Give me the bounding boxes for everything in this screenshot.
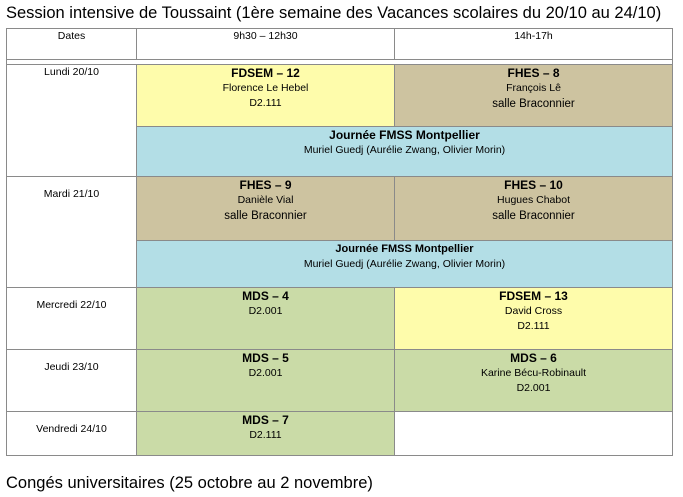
page-heading: Session intensive de Toussaint (1ère semaine des Vacances scolaires du 20/10 au 24/10) [6,4,662,22]
slot-tuesday-am [137,177,395,241]
course-title: FDSEM – 13 [499,288,568,303]
course-room: salle Braconnier [224,210,307,223]
course-teacher: Danièle Vial [237,194,294,207]
slot-wednesday-am [137,287,395,349]
course-teacher: Muriel Guedj (Aurélie Zwang, Olivier Morin) [303,144,506,157]
course-title: Journée FMSS Montpellier [329,128,480,143]
header-row [7,29,673,60]
course-room: salle Braconnier [492,98,575,111]
header-dates: Dates [7,29,137,60]
course-room: D2.001 [248,366,283,379]
wednesday-row [7,287,673,349]
slot-thursday-am [137,349,395,411]
course-teacher: Karine Bécu-Robinault [480,366,587,379]
course-title: FHES – 9 [239,178,292,193]
course-title: FDSEM – 12 [231,66,300,81]
slot-tuesday-fullday [137,241,673,287]
thursday-row [7,349,673,411]
slot-thursday-pm [395,349,673,411]
course-title: Journée FMSS Montpellier [335,243,474,256]
course-room: D2.001 [248,304,283,317]
course-title: MDS – 5 [242,350,289,365]
course-room: D2.111 [249,428,282,441]
monday-row-1 [7,65,673,127]
course-room: salle Braconnier [492,210,575,223]
course-room: D2.111 [249,97,282,110]
course-title: MDS – 6 [510,350,557,365]
slot-friday-am [137,411,395,455]
course-title: MDS – 7 [242,412,289,427]
friday-row [7,411,673,455]
schedule-table [6,28,673,456]
course-room: D2.111 [517,319,550,332]
date-wednesday: Mercredi 22/10 [7,287,137,349]
date-thursday: Jeudi 23/10 [7,349,137,411]
tuesday-row-1 [7,177,673,241]
course-teacher: Hugues Chabot [497,194,570,207]
course-teacher: David Cross [504,304,563,317]
slot-monday-fullday [137,127,673,177]
course-title: MDS – 4 [242,288,289,303]
date-monday: Lundi 20/10 [7,65,137,177]
slot-friday-pm-empty [395,411,673,455]
date-tuesday: Mardi 21/10 [7,177,137,287]
slot-wednesday-pm [395,287,673,349]
course-room: D2.001 [516,381,551,394]
slot-monday-pm [395,65,673,127]
course-teacher: Muriel Guedj (Aurélie Zwang, Olivier Morin) [303,258,506,271]
course-teacher: François Lê [506,82,561,95]
slot-monday-am [137,65,395,127]
course-title: FHES – 10 [504,178,563,193]
page-footer: Congés universitaires (25 octobre au 2 novembre) [6,474,373,492]
header-morning: 9h30 – 12h30 [137,29,395,60]
header-afternoon: 14h-17h [395,29,673,60]
course-teacher: Florence Le Hebel [222,82,309,95]
course-title: FHES – 8 [507,66,560,81]
slot-tuesday-pm [395,177,673,241]
date-friday: Vendredi 24/10 [7,411,137,455]
